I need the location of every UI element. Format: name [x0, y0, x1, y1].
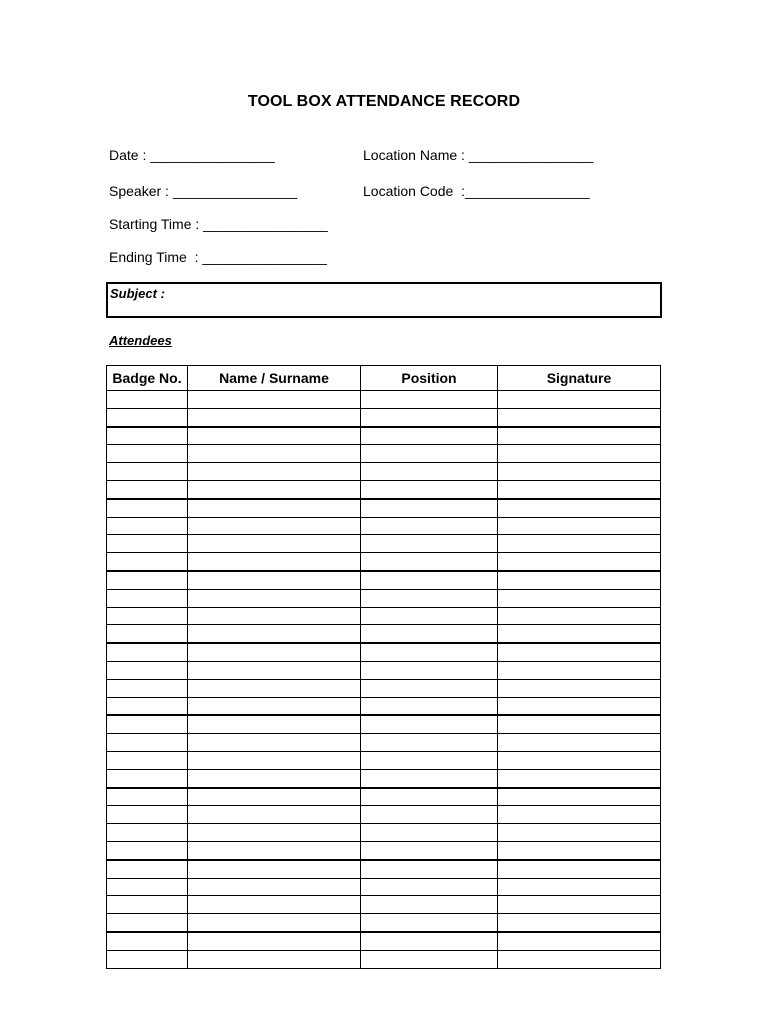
position-cell[interactable]	[361, 932, 498, 950]
table-row	[107, 408, 661, 426]
badge-no-cell[interactable]	[107, 788, 188, 806]
table-row	[107, 788, 661, 806]
position-cell[interactable]	[361, 445, 498, 463]
position-cell[interactable]	[361, 499, 498, 517]
signature-cell[interactable]	[498, 806, 661, 824]
signature-cell[interactable]	[498, 751, 661, 769]
name-surname-cell[interactable]	[188, 751, 361, 769]
name-surname-cell[interactable]	[188, 571, 361, 589]
name-surname-cell[interactable]	[188, 806, 361, 824]
ending-time-field[interactable]: Ending Time : ________________	[109, 249, 327, 265]
badge-no-cell[interactable]	[107, 391, 188, 409]
name-surname-cell[interactable]	[188, 769, 361, 787]
badge-no-cell[interactable]	[107, 535, 188, 553]
signature-cell[interactable]	[498, 535, 661, 553]
signature-cell[interactable]	[498, 860, 661, 878]
badge-no-cell[interactable]	[107, 715, 188, 733]
signature-cell[interactable]	[498, 841, 661, 859]
signature-cell[interactable]	[498, 824, 661, 842]
name-surname-cell[interactable]	[188, 517, 361, 535]
table-row	[107, 391, 661, 409]
name-surname-cell[interactable]	[188, 932, 361, 950]
document-title: TOOL BOX ATTENDANCE RECORD	[247, 93, 521, 110]
badge-no-cell[interactable]	[107, 769, 188, 787]
badge-no-cell[interactable]	[107, 679, 188, 697]
location-code-field[interactable]: Location Code :________________	[363, 183, 590, 199]
signature-cell[interactable]	[498, 914, 661, 932]
name-surname-cell[interactable]	[188, 788, 361, 806]
table-row	[107, 697, 661, 715]
signature-cell[interactable]	[498, 408, 661, 426]
name-surname-cell[interactable]	[188, 445, 361, 463]
header-badge-no: Badge No.	[107, 366, 188, 391]
badge-no-cell[interactable]	[107, 643, 188, 661]
position-cell[interactable]	[361, 914, 498, 932]
table-row	[107, 589, 661, 607]
signature-cell[interactable]	[498, 788, 661, 806]
table-row	[107, 769, 661, 787]
badge-no-cell[interactable]	[107, 824, 188, 842]
signature-cell[interactable]	[498, 932, 661, 950]
position-cell[interactable]	[361, 715, 498, 733]
name-surname-cell[interactable]	[188, 661, 361, 679]
signature-cell[interactable]	[498, 589, 661, 607]
attendee-table	[106, 365, 661, 969]
position-cell[interactable]	[361, 841, 498, 859]
date-field[interactable]: Date : ________________	[109, 147, 275, 163]
starting-time-field[interactable]: Starting Time : ________________	[109, 216, 328, 232]
badge-no-cell[interactable]	[107, 571, 188, 589]
table-row	[107, 445, 661, 463]
signature-cell[interactable]	[498, 769, 661, 787]
name-surname-cell[interactable]	[188, 607, 361, 625]
signature-cell[interactable]	[498, 715, 661, 733]
position-cell[interactable]	[361, 625, 498, 643]
badge-no-cell[interactable]	[107, 480, 188, 498]
position-cell[interactable]	[361, 769, 498, 787]
name-surname-cell[interactable]	[188, 715, 361, 733]
badge-no-cell[interactable]	[107, 499, 188, 517]
position-cell[interactable]	[361, 679, 498, 697]
table-row	[107, 427, 661, 445]
name-surname-cell[interactable]	[188, 408, 361, 426]
table-row	[107, 571, 661, 589]
signature-cell[interactable]	[498, 734, 661, 752]
name-surname-cell[interactable]	[188, 860, 361, 878]
table-row	[107, 480, 661, 498]
badge-no-cell[interactable]	[107, 697, 188, 715]
header-signature: Signature	[498, 366, 661, 391]
table-row	[107, 914, 661, 932]
name-surname-cell[interactable]	[188, 480, 361, 498]
signature-cell[interactable]	[498, 517, 661, 535]
position-cell[interactable]	[361, 571, 498, 589]
signature-cell[interactable]	[498, 607, 661, 625]
position-cell[interactable]	[361, 408, 498, 426]
name-surname-cell[interactable]	[188, 427, 361, 445]
name-surname-cell[interactable]	[188, 950, 361, 968]
header-name-surname: Name / Surname	[188, 366, 361, 391]
position-cell[interactable]	[361, 480, 498, 498]
speaker-field[interactable]: Speaker : ________________	[109, 183, 298, 199]
position-cell[interactable]	[361, 607, 498, 625]
name-surname-cell[interactable]	[188, 589, 361, 607]
badge-no-cell[interactable]	[107, 806, 188, 824]
table-row	[107, 679, 661, 697]
name-surname-cell[interactable]	[188, 391, 361, 409]
signature-cell[interactable]	[498, 480, 661, 498]
name-surname-cell[interactable]	[188, 463, 361, 481]
signature-cell[interactable]	[498, 391, 661, 409]
badge-no-cell[interactable]	[107, 896, 188, 914]
position-cell[interactable]	[361, 824, 498, 842]
name-surname-cell[interactable]	[188, 643, 361, 661]
table-row	[107, 607, 661, 625]
name-surname-cell[interactable]	[188, 914, 361, 932]
signature-cell[interactable]	[498, 878, 661, 896]
position-cell[interactable]	[361, 391, 498, 409]
position-cell[interactable]	[361, 788, 498, 806]
position-cell[interactable]	[361, 697, 498, 715]
badge-no-cell[interactable]	[107, 878, 188, 896]
signature-cell[interactable]	[498, 625, 661, 643]
badge-no-cell[interactable]	[107, 661, 188, 679]
position-cell[interactable]	[361, 950, 498, 968]
name-surname-cell[interactable]	[188, 896, 361, 914]
attendees-heading: Attendees	[109, 333, 172, 348]
signature-cell[interactable]	[498, 445, 661, 463]
name-surname-cell[interactable]	[188, 679, 361, 697]
signature-cell[interactable]	[498, 950, 661, 968]
badge-no-cell[interactable]	[107, 607, 188, 625]
name-surname-cell[interactable]	[188, 824, 361, 842]
badge-no-cell[interactable]	[107, 914, 188, 932]
table-row	[107, 806, 661, 824]
table-row	[107, 553, 661, 571]
badge-no-cell[interactable]	[107, 841, 188, 859]
name-surname-cell[interactable]	[188, 734, 361, 752]
signature-cell[interactable]	[498, 553, 661, 571]
badge-no-cell[interactable]	[107, 517, 188, 535]
name-surname-cell[interactable]	[188, 625, 361, 643]
attendee-rows	[107, 391, 661, 969]
signature-cell[interactable]	[498, 679, 661, 697]
table-row	[107, 535, 661, 553]
badge-no-cell[interactable]	[107, 734, 188, 752]
signature-cell[interactable]	[498, 896, 661, 914]
position-cell[interactable]	[361, 463, 498, 481]
position-cell[interactable]	[361, 878, 498, 896]
table-row	[107, 661, 661, 679]
badge-no-cell[interactable]	[107, 860, 188, 878]
position-cell[interactable]	[361, 661, 498, 679]
table-row	[107, 463, 661, 481]
position-cell[interactable]	[361, 734, 498, 752]
position-cell[interactable]	[361, 535, 498, 553]
badge-no-cell[interactable]	[107, 589, 188, 607]
position-cell[interactable]	[361, 751, 498, 769]
subject-box[interactable]	[106, 282, 662, 318]
position-cell[interactable]	[361, 517, 498, 535]
position-cell[interactable]	[361, 860, 498, 878]
name-surname-cell[interactable]	[188, 553, 361, 571]
table-row	[107, 841, 661, 859]
signature-cell[interactable]	[498, 463, 661, 481]
table-row	[107, 625, 661, 643]
badge-no-cell[interactable]	[107, 463, 188, 481]
table-row	[107, 734, 661, 752]
signature-cell[interactable]	[498, 571, 661, 589]
name-surname-cell[interactable]	[188, 841, 361, 859]
name-surname-cell[interactable]	[188, 878, 361, 896]
badge-no-cell[interactable]	[107, 950, 188, 968]
name-surname-cell[interactable]	[188, 499, 361, 517]
signature-cell[interactable]	[498, 499, 661, 517]
badge-no-cell[interactable]	[107, 751, 188, 769]
signature-cell[interactable]	[498, 643, 661, 661]
signature-cell[interactable]	[498, 661, 661, 679]
location-name-field[interactable]: Location Name : ________________	[363, 147, 594, 163]
table-row	[107, 896, 661, 914]
table-row	[107, 878, 661, 896]
signature-cell[interactable]	[498, 427, 661, 445]
badge-no-cell[interactable]	[107, 408, 188, 426]
badge-no-cell[interactable]	[107, 427, 188, 445]
table-row	[107, 932, 661, 950]
position-cell[interactable]	[361, 806, 498, 824]
table-row	[107, 715, 661, 733]
badge-no-cell[interactable]	[107, 625, 188, 643]
badge-no-cell[interactable]	[107, 932, 188, 950]
position-cell[interactable]	[361, 643, 498, 661]
badge-no-cell[interactable]	[107, 445, 188, 463]
table-row	[107, 824, 661, 842]
table-row	[107, 499, 661, 517]
table-row	[107, 860, 661, 878]
table-row	[107, 950, 661, 968]
position-cell[interactable]	[361, 427, 498, 445]
table-row	[107, 643, 661, 661]
position-cell[interactable]	[361, 553, 498, 571]
badge-no-cell[interactable]	[107, 553, 188, 571]
table-row	[107, 517, 661, 535]
table-header-row	[107, 366, 661, 391]
signature-cell[interactable]	[498, 697, 661, 715]
header-position: Position	[361, 366, 498, 391]
subject-label: Subject :	[110, 286, 165, 301]
name-surname-cell[interactable]	[188, 697, 361, 715]
name-surname-cell[interactable]	[188, 535, 361, 553]
position-cell[interactable]	[361, 589, 498, 607]
position-cell[interactable]	[361, 896, 498, 914]
table-row	[107, 751, 661, 769]
